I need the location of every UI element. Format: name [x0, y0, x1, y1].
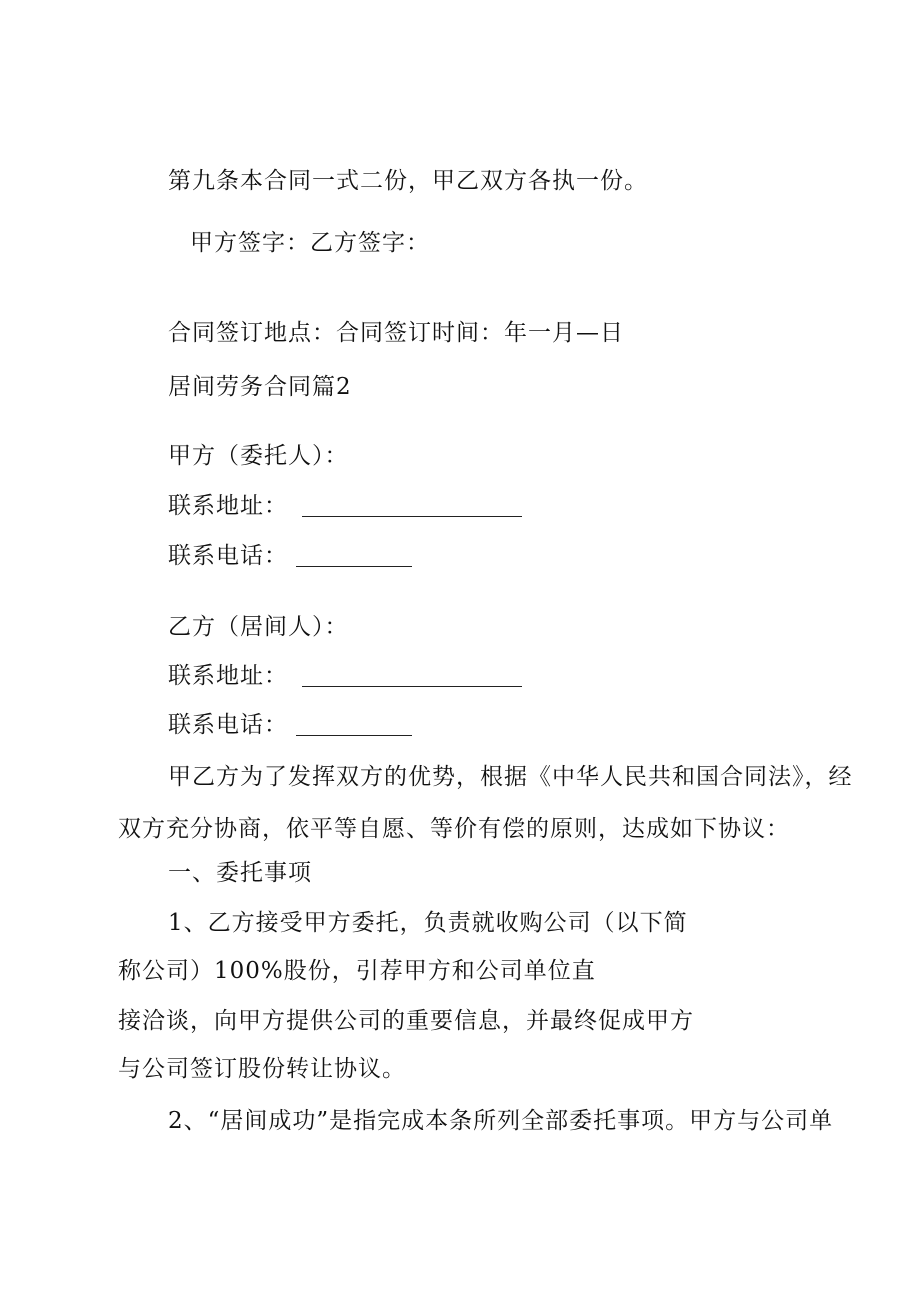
party-b-phone: [168, 714, 412, 737]
party-b-address-label: 联系地址：: [168, 663, 288, 689]
party-a-title: 甲方（委托人）：: [168, 443, 349, 469]
party-a-address-blank: [302, 498, 522, 517]
preamble-line-2: 双方充分协商，依平等自愿、等价有偿的原则，达成如下协议：: [118, 816, 790, 842]
party-b-phone-blank: [296, 717, 412, 736]
party-b-title: 乙方（居间人）：: [168, 614, 349, 640]
party-a-phone: [168, 545, 412, 568]
party-a-phone-blank: [296, 548, 412, 567]
party-a-address-label: 联系地址：: [168, 493, 288, 519]
party-a-address: [168, 495, 522, 518]
party-b-phone-label: 联系电话：: [168, 712, 288, 738]
item-1-line-2: 称公司）100%股份，引荐甲方和公司单位直: [118, 958, 596, 984]
signature-line: 甲方签字：乙方签字：: [190, 230, 430, 256]
clause-9: 第九条本合同一式二份，甲乙双方各执一份。: [168, 168, 648, 194]
party-b-address: [168, 665, 522, 688]
preamble-line-1: 甲乙方为了发挥双方的优势，根据《中华人民共和国合同法》，经: [168, 764, 853, 790]
heading-entrusted-matters: 一、委托事项: [168, 860, 312, 886]
item-2-line-1: 2、“居间成功”是指完成本条所列全部委托事项。甲方与公司单: [168, 1108, 834, 1134]
sign-place-time: 合同签订地点：合同签订时间：年一月—日: [168, 320, 624, 346]
item-1-line-1: 1、乙方接受甲方委托，负责就收购公司（以下简: [168, 910, 688, 936]
section-title: 居间劳务合同篇2: [168, 374, 352, 400]
item-1-line-3: 接洽谈，向甲方提供公司的重要信息，并最终促成甲方: [118, 1008, 694, 1034]
item-1-line-4: 与公司签订股份转让协议。: [118, 1056, 406, 1082]
party-a-phone-label: 联系电话：: [168, 543, 288, 569]
party-b-address-blank: [302, 668, 522, 687]
